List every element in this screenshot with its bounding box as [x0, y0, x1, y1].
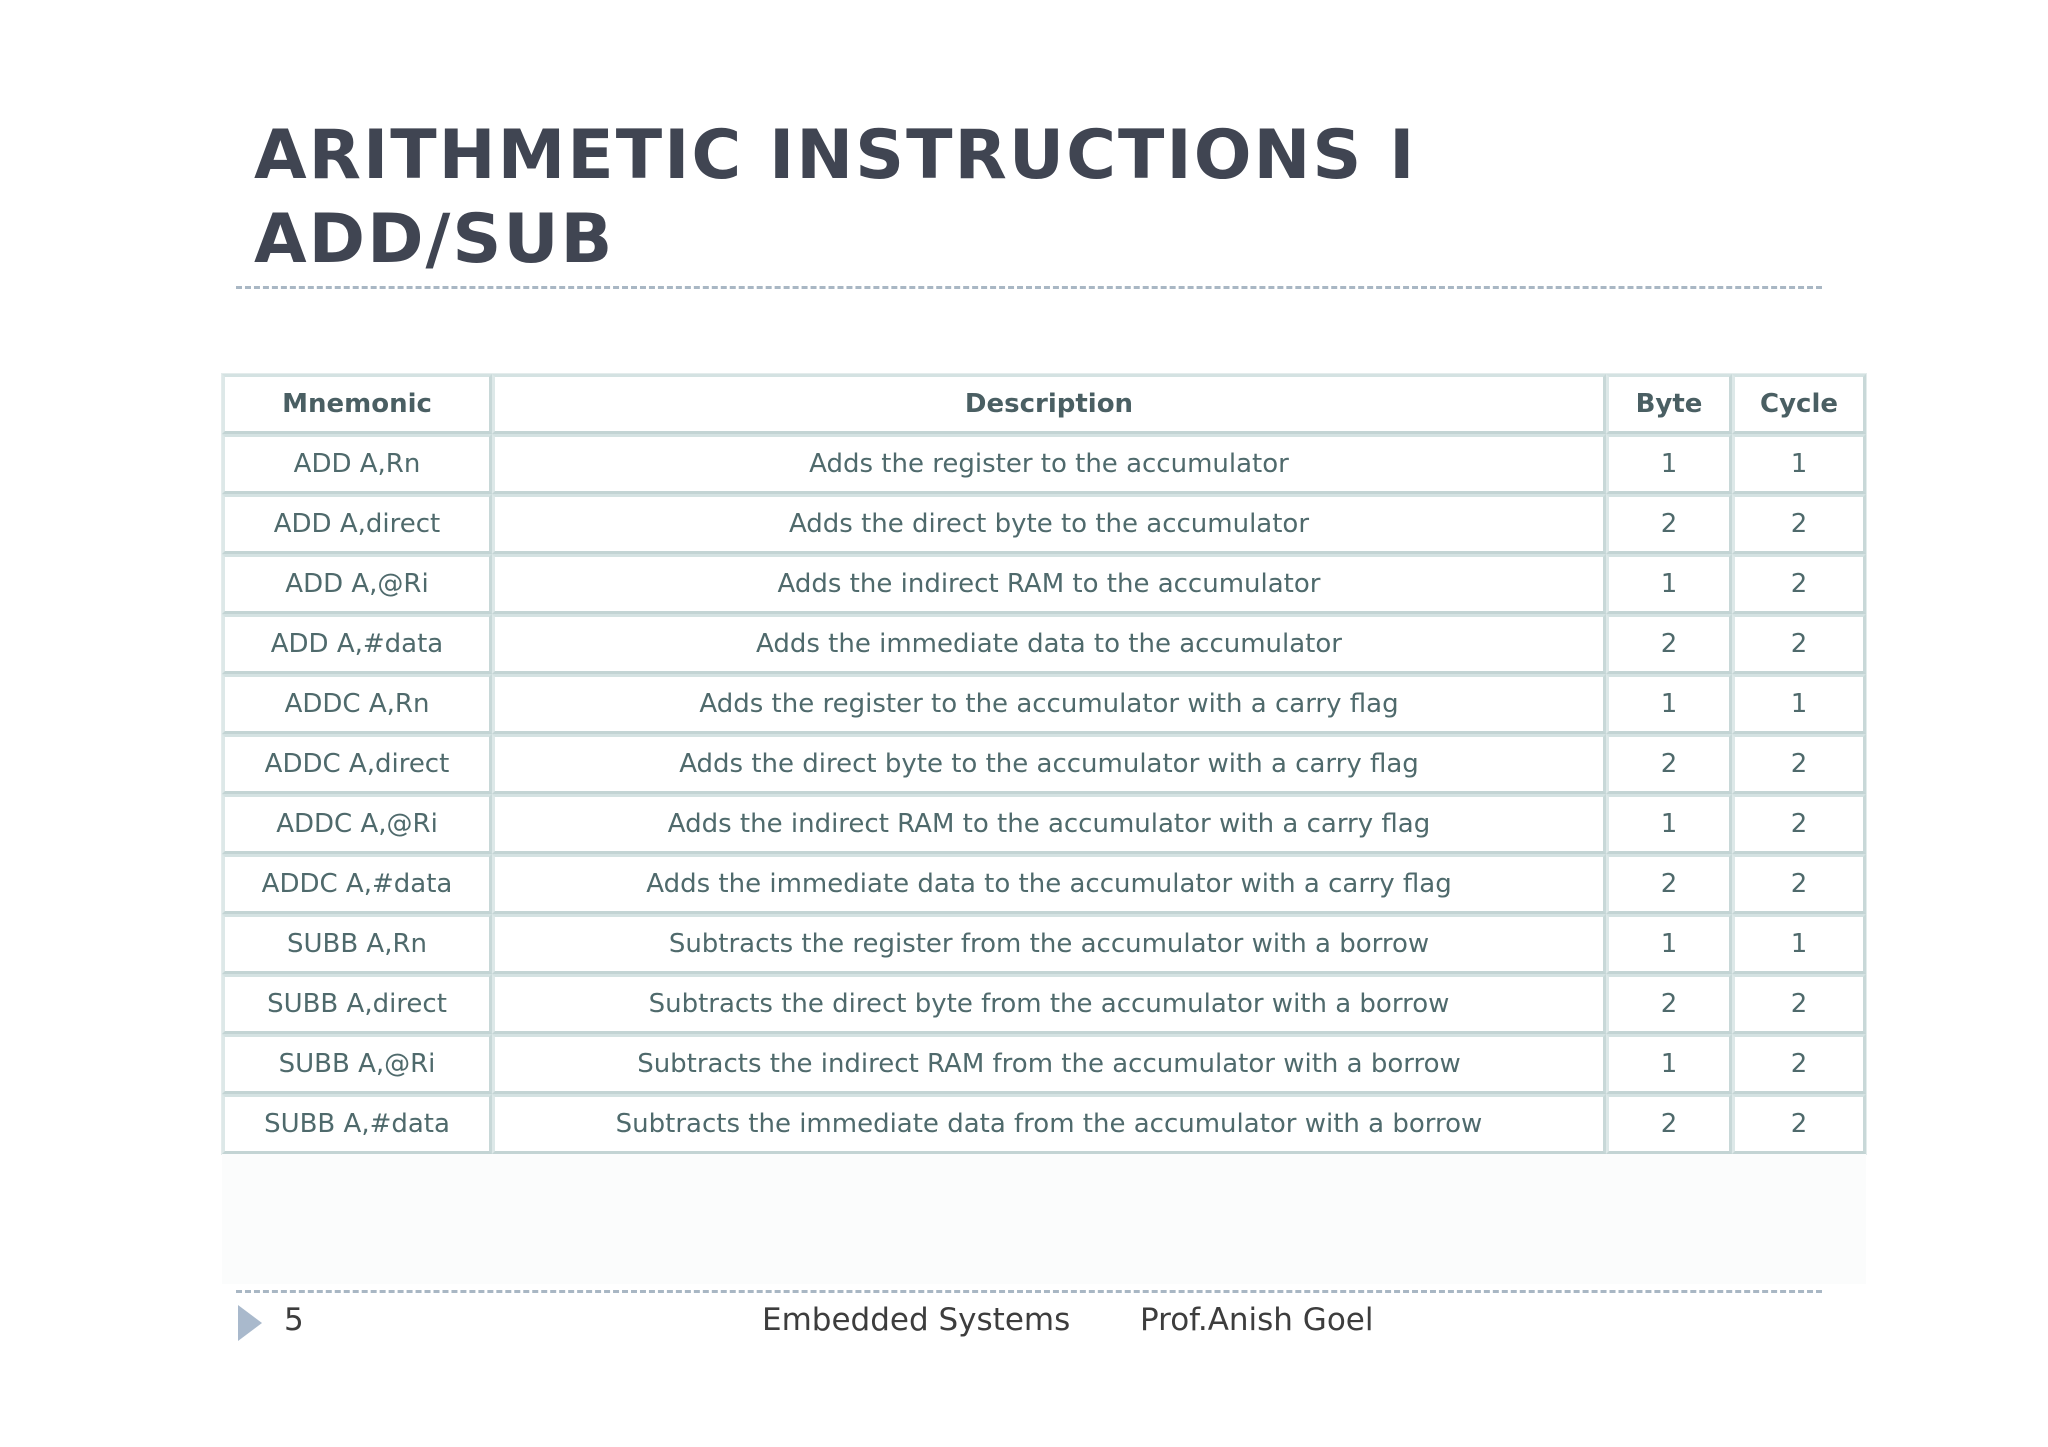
table-row [222, 674, 1866, 734]
cell-mnemonic: SUBB A,#data [222, 1094, 492, 1154]
cell-description: Adds the indirect RAM to the accumulator [492, 554, 1606, 614]
table-row [222, 494, 1866, 554]
table-row [222, 554, 1866, 614]
cell-description: Adds the register to the accumulator with a carry flag [492, 674, 1606, 734]
table-row [222, 1034, 1866, 1094]
title-divider [236, 286, 1822, 289]
cell-byte: 2 [1606, 1094, 1732, 1154]
table-row [222, 974, 1866, 1034]
cell-byte: 2 [1606, 494, 1732, 554]
instruction-table [222, 374, 1866, 1154]
table-header-row [222, 374, 1866, 434]
cell-mnemonic: ADD A,Rn [222, 434, 492, 494]
cell-cycle: 2 [1732, 854, 1866, 914]
slide-title-line-2: ADD/SUB [254, 200, 615, 279]
cell-mnemonic: SUBB A,Rn [222, 914, 492, 974]
cell-cycle: 2 [1732, 734, 1866, 794]
cell-byte: 1 [1606, 674, 1732, 734]
cell-description: Subtracts the register from the accumulator with a borrow [492, 914, 1606, 974]
cell-byte: 2 [1606, 974, 1732, 1034]
cell-cycle: 2 [1732, 1034, 1866, 1094]
cell-byte: 1 [1606, 794, 1732, 854]
cell-description: Adds the direct byte to the accumulator [492, 494, 1606, 554]
table-row [222, 794, 1866, 854]
page-number: 5 [284, 1302, 304, 1338]
header-byte: Byte [1606, 374, 1732, 434]
cell-mnemonic: ADD A,@Ri [222, 554, 492, 614]
cell-description: Adds the immediate data to the accumulator with a carry flag [492, 854, 1606, 914]
table-row [222, 854, 1866, 914]
cell-cycle: 2 [1732, 794, 1866, 854]
cell-mnemonic: ADDC A,direct [222, 734, 492, 794]
table-row [222, 614, 1866, 674]
cell-cycle: 1 [1732, 674, 1866, 734]
cell-description: Adds the indirect RAM to the accumulator with a carry flag [492, 794, 1606, 854]
cell-description: Subtracts the direct byte from the accumulator with a borrow [492, 974, 1606, 1034]
course-name: Embedded Systems [762, 1302, 1071, 1338]
cell-mnemonic: ADD A,#data [222, 614, 492, 674]
cell-byte: 1 [1606, 914, 1732, 974]
header-description: Description [492, 374, 1606, 434]
cell-mnemonic: ADD A,direct [222, 494, 492, 554]
author-name: Prof.Anish Goel [1140, 1302, 1374, 1338]
cell-byte: 2 [1606, 734, 1732, 794]
table-background-fill [222, 1154, 1866, 1284]
cell-byte: 1 [1606, 1034, 1732, 1094]
cell-byte: 1 [1606, 434, 1732, 494]
cell-mnemonic: ADDC A,Rn [222, 674, 492, 734]
cell-cycle: 2 [1732, 554, 1866, 614]
table-row [222, 914, 1866, 974]
cell-cycle: 2 [1732, 494, 1866, 554]
table-row [222, 434, 1866, 494]
cell-description: Adds the register to the accumulator [492, 434, 1606, 494]
cell-cycle: 2 [1732, 614, 1866, 674]
cell-description: Adds the direct byte to the accumulator with a carry flag [492, 734, 1606, 794]
table-row [222, 1094, 1866, 1154]
header-cycle: Cycle [1732, 374, 1866, 434]
cell-mnemonic: SUBB A,direct [222, 974, 492, 1034]
slide-title-line-1: ARITHMETIC INSTRUCTIONS I [254, 116, 1417, 195]
triangle-right-icon [238, 1305, 262, 1341]
footer-divider [236, 1290, 1822, 1293]
cell-cycle: 2 [1732, 974, 1866, 1034]
cell-description: Adds the immediate data to the accumulator [492, 614, 1606, 674]
cell-byte: 1 [1606, 554, 1732, 614]
header-mnemonic: Mnemonic [222, 374, 492, 434]
cell-cycle: 2 [1732, 1094, 1866, 1154]
cell-cycle: 1 [1732, 434, 1866, 494]
cell-description: Subtracts the indirect RAM from the accumulator with a borrow [492, 1034, 1606, 1094]
instruction-table-container [222, 374, 1866, 1154]
cell-mnemonic: SUBB A,@Ri [222, 1034, 492, 1094]
slide-title [254, 114, 1416, 282]
cell-mnemonic: ADDC A,#data [222, 854, 492, 914]
table-row [222, 734, 1866, 794]
cell-byte: 2 [1606, 854, 1732, 914]
cell-description: Subtracts the immediate data from the accumulator with a borrow [492, 1094, 1606, 1154]
cell-byte: 2 [1606, 614, 1732, 674]
cell-cycle: 1 [1732, 914, 1866, 974]
cell-mnemonic: ADDC A,@Ri [222, 794, 492, 854]
